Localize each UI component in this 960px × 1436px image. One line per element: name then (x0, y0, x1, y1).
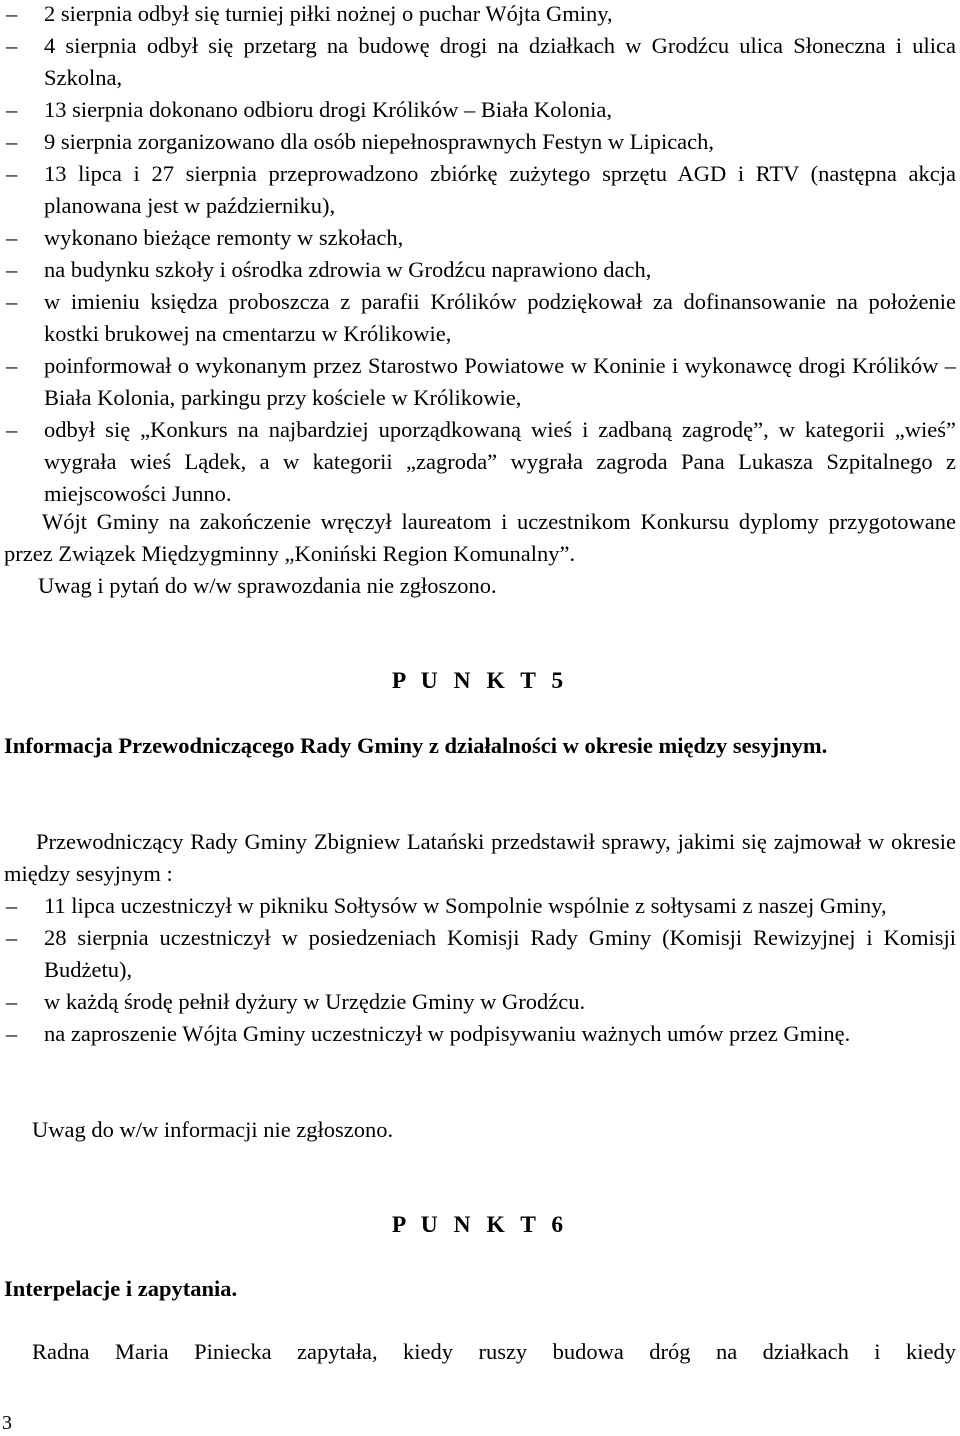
dash: – (6, 417, 18, 442)
dash: – (6, 161, 18, 186)
list-item: – odbył się „Konkurs na najbardziej uporządkowaną wieś i zadbaną zagrodę”, w kategorii „wieś” wygrała wieś Lądek, a w kategorii „zagroda” wygrała zagroda Pana Lukasza Szpitalnego z miejscowości Junno. (6, 414, 956, 510)
list-item: – 28 sierpnia uczestniczył w posiedzeniach Komisji Rady Gminy (Komisji Rewizyjnej i Komisji Budżetu), (6, 922, 956, 986)
list-item: – w imieniu księdza proboszcza z parafii Królików podziękował za dofinansowanie na położenie kostki brukowej na cmentarzu w Królikowie, (6, 286, 956, 350)
paragraph-radna: Radna Maria Piniecka zapytała, kiedy ruszy budowa dróg na działkach i kiedy (32, 1339, 956, 1364)
dash: – (6, 97, 18, 122)
bullet-list-mid (6, 890, 956, 1050)
list-item: – 9 sierpnia zorganizowano dla osób niepełnosprawnych Festyn w Lipicach, (6, 126, 956, 158)
list-item: – 13 lipca i 27 sierpnia przeprowadzono zbiórkę zużytego sprzętu AGD i RTV (następna akcja planowana jest w październiku), (6, 158, 956, 222)
dash: – (6, 925, 18, 950)
list-item: – wykonano bieżące remonty w szkołach, (6, 222, 956, 254)
dash: – (6, 353, 18, 378)
dash: – (6, 989, 18, 1014)
page-number: 3 (2, 1412, 12, 1434)
list-item: – na budynku szkoły i ośrodka zdrowia w Grodźcu naprawiono dach, (6, 254, 956, 286)
section-heading-punkt-5: P U N K T 5 (391, 668, 569, 694)
section-title-6: Interpelacje i zapytania. (4, 1276, 238, 1301)
list-item: – w każdą środę pełnił dyżury w Urzędzie Gminy w Grodźcu. (6, 986, 956, 1018)
section-title-5: Informacja Przewodniczącego Rady Gminy z działalności w okresie między sesyjnym. (4, 733, 828, 758)
list-item: – na zaproszenie Wójta Gminy uczestniczył w podpisywaniu ważnych umów przez Gminę. (6, 1018, 956, 1050)
bullet-list-top (6, 0, 956, 510)
list-item: – 4 sierpnia odbył się przetarg na budowę drogi na działkach w Grodźcu ulica Słoneczna i ulica Szkolna, (6, 30, 956, 94)
dash: – (6, 257, 18, 282)
paragraph-wojt: Wójt Gminy na zakończenie wręczył laureatom i uczestnikom Konkursu dyplomy przygotowane przez Związek Międzygminny „Koniński Region Komunalny”. (4, 509, 956, 566)
paragraph-no-remarks: Uwag do w/w informacji nie zgłoszono. (32, 1117, 394, 1142)
dash: – (6, 1, 18, 26)
list-item: – 13 sierpnia dokonano odbioru drogi Królików – Biała Kolonia, (6, 94, 956, 126)
list-item: – 2 sierpnia odbył się turniej piłki nożnej o puchar Wójta Gminy, (6, 0, 956, 30)
dash: – (6, 225, 18, 250)
list-item: – 11 lipca uczestniczył w pikniku Sołtysów w Sompolnie wspólnie z sołtysami z naszej Gminy, (6, 890, 956, 922)
dash: – (6, 289, 18, 314)
dash: – (6, 893, 18, 918)
dash: – (6, 129, 18, 154)
dash: – (6, 33, 18, 58)
paragraph-przewodniczacy: Przewodniczący Rady Gminy Zbigniew Latański przedstawił sprawy, jakimi się zajmował w okresie między sesyjnym : (4, 829, 956, 886)
section-heading-punkt-6: P U N K T 6 (391, 1212, 569, 1238)
list-item: – poinformował o wykonanym przez Starostwo Powiatowe w Koninie i wykonawcę drogi Królików – Biała Kolonia, parkingu przy kościele w Królikowie, (6, 350, 956, 414)
paragraph-no-questions: Uwag i pytań do w/w sprawozdania nie zgłoszono. (38, 573, 497, 598)
dash: – (6, 1021, 18, 1046)
